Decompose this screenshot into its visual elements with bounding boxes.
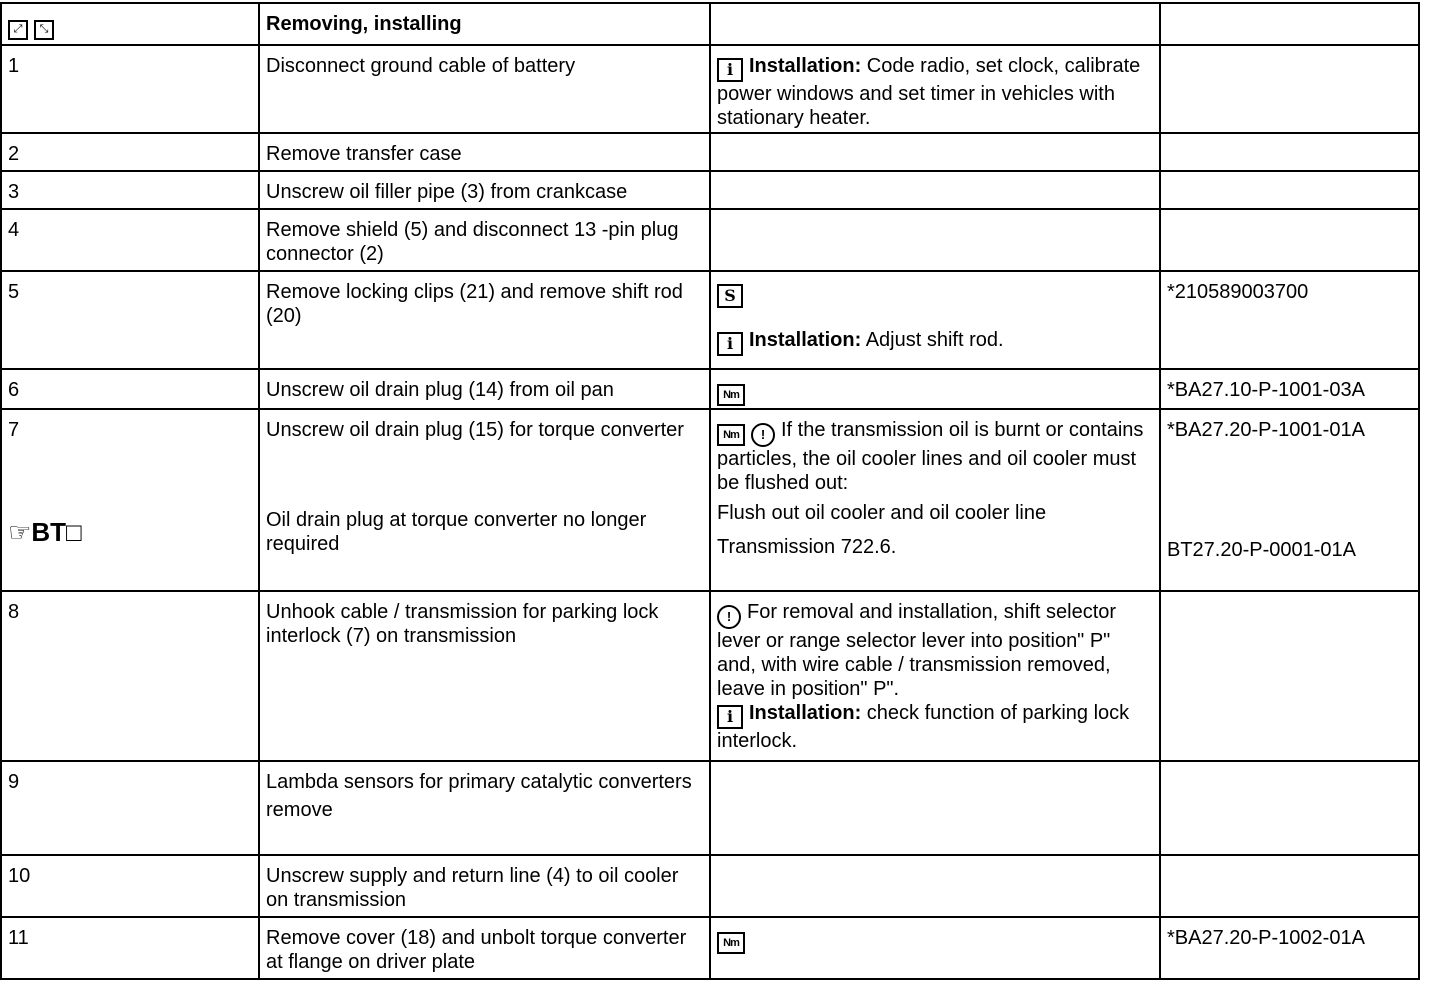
step-action bbox=[259, 761, 710, 855]
step-note bbox=[710, 209, 1160, 271]
step-number: 11 bbox=[1, 917, 259, 979]
torque-icon[interactable]: Nm bbox=[717, 384, 745, 406]
step-action: Remove transfer case bbox=[259, 133, 710, 171]
step-action: Disconnect ground cable of battery bbox=[259, 45, 710, 133]
step-number: 9 bbox=[1, 761, 259, 855]
table-row bbox=[1, 855, 1419, 917]
collapse-icon[interactable]: ⤡ bbox=[34, 20, 54, 40]
info-icon[interactable]: i bbox=[717, 58, 743, 82]
step-action: Unscrew supply and return line (4) to oil cooler on transmission bbox=[259, 855, 710, 917]
note-icon: ! bbox=[751, 423, 775, 447]
table-header-row bbox=[1, 3, 1419, 45]
bt-marker-text: BT□ bbox=[31, 517, 82, 547]
note-text: Adjust shift rod. bbox=[861, 329, 1004, 351]
step-note bbox=[710, 409, 1160, 591]
step-reference bbox=[1160, 591, 1419, 761]
step-reference bbox=[1160, 409, 1419, 591]
step-note bbox=[710, 855, 1160, 917]
table-row bbox=[1, 917, 1419, 979]
step-number: 4 bbox=[1, 209, 259, 271]
procedure-table bbox=[0, 2, 1420, 980]
step-number: 1 bbox=[1, 45, 259, 133]
header-empty-cell bbox=[710, 3, 1160, 45]
step-reference[interactable]: *BA27.20-P-1002-01A bbox=[1160, 917, 1419, 979]
reference-link[interactable]: *BA27.20-P-1001-01A bbox=[1167, 419, 1365, 441]
bt-reference-marker bbox=[8, 517, 252, 547]
sub-note-text: Transmission 722.6. bbox=[717, 536, 897, 558]
step-reference[interactable]: *210589003700 bbox=[1160, 271, 1419, 369]
pointing-hand-icon: ☞ bbox=[8, 517, 32, 547]
step-number: 8 bbox=[1, 591, 259, 761]
step-action: Unscrew oil filler pipe (3) from crankcase bbox=[259, 171, 710, 209]
note-text-2: check function of parking lock interlock. bbox=[717, 702, 1130, 752]
note-text: Code radio, set clock, calibrate power windows and set timer in vehicles with stationary heater. bbox=[717, 55, 1141, 129]
step-number: 10 bbox=[1, 855, 259, 917]
installation-label: Installation: bbox=[749, 329, 862, 351]
step-action: Unhook cable / transmission for parking lock interlock (7) on transmission bbox=[259, 591, 710, 761]
step-action-line: Lambda sensors for primary catalytic converters bbox=[266, 771, 692, 793]
header-icons-cell bbox=[1, 3, 259, 45]
step-action: Unscrew oil drain plug (14) from oil pan bbox=[259, 369, 710, 409]
torque-icon[interactable]: Nm bbox=[717, 424, 745, 446]
expand-icon[interactable]: ⤢ bbox=[8, 20, 28, 40]
note-icon: ! bbox=[717, 605, 741, 629]
step-note bbox=[710, 45, 1160, 133]
table-row bbox=[1, 761, 1419, 855]
step-note bbox=[710, 133, 1160, 171]
step-note bbox=[710, 591, 1160, 761]
note-text-2: Flush out oil cooler and oil cooler line bbox=[717, 502, 1047, 524]
header-empty-cell bbox=[1160, 3, 1419, 45]
step-number: 6 bbox=[1, 369, 259, 409]
step-action: Remove shield (5) and disconnect 13 -pin plug connector (2) bbox=[259, 209, 710, 271]
step-action: Remove cover (18) and unbolt torque converter at flange on driver plate bbox=[259, 917, 710, 979]
step-note bbox=[710, 917, 1160, 979]
table-row bbox=[1, 409, 1419, 591]
step-reference bbox=[1160, 133, 1419, 171]
table-row bbox=[1, 271, 1419, 369]
torque-icon[interactable]: Nm bbox=[717, 932, 745, 954]
table-row bbox=[1, 133, 1419, 171]
info-icon[interactable]: i bbox=[717, 705, 743, 729]
installation-label: Installation: bbox=[749, 702, 862, 724]
step-note bbox=[710, 171, 1160, 209]
step-reference bbox=[1160, 761, 1419, 855]
table-row bbox=[1, 171, 1419, 209]
step-action-line: remove bbox=[266, 799, 333, 821]
step-note bbox=[710, 369, 1160, 409]
note-text: For removal and installation, shift selector lever or range selector lever into position" P" and, with wire cable / transmission removed, leave in position" P". bbox=[717, 601, 1117, 700]
table-row bbox=[1, 369, 1419, 409]
step-reference bbox=[1160, 209, 1419, 271]
note-text: If the transmission oil is burnt or contains particles, the oil cooler lines and oil cooler must be flushed out: bbox=[717, 419, 1144, 494]
step-reference bbox=[1160, 45, 1419, 133]
step-action-text: Unscrew oil drain plug (15) for torque converter bbox=[266, 419, 684, 441]
info-icon[interactable]: i bbox=[717, 332, 743, 356]
table-row bbox=[1, 209, 1419, 271]
step-reference bbox=[1160, 171, 1419, 209]
step-reference[interactable]: *BA27.10-P-1001-03A bbox=[1160, 369, 1419, 409]
step-number: 5 bbox=[1, 271, 259, 369]
table-row bbox=[1, 591, 1419, 761]
sub-reference-link[interactable]: BT27.20-P-0001-01A bbox=[1167, 539, 1357, 561]
special-tool-icon[interactable]: S bbox=[717, 284, 743, 308]
step-number-text: 7 bbox=[8, 419, 20, 441]
sub-action-text: Oil drain plug at torque converter no longer required bbox=[266, 509, 647, 555]
header-title: Removing, installing bbox=[259, 3, 710, 45]
step-action bbox=[259, 409, 710, 591]
step-reference bbox=[1160, 855, 1419, 917]
step-note bbox=[710, 271, 1160, 369]
step-number bbox=[1, 409, 259, 591]
step-note bbox=[710, 761, 1160, 855]
step-number: 2 bbox=[1, 133, 259, 171]
installation-label: Installation: bbox=[749, 55, 862, 77]
step-action: Remove locking clips (21) and remove shift rod (20) bbox=[259, 271, 710, 369]
step-number: 3 bbox=[1, 171, 259, 209]
table-row bbox=[1, 45, 1419, 133]
